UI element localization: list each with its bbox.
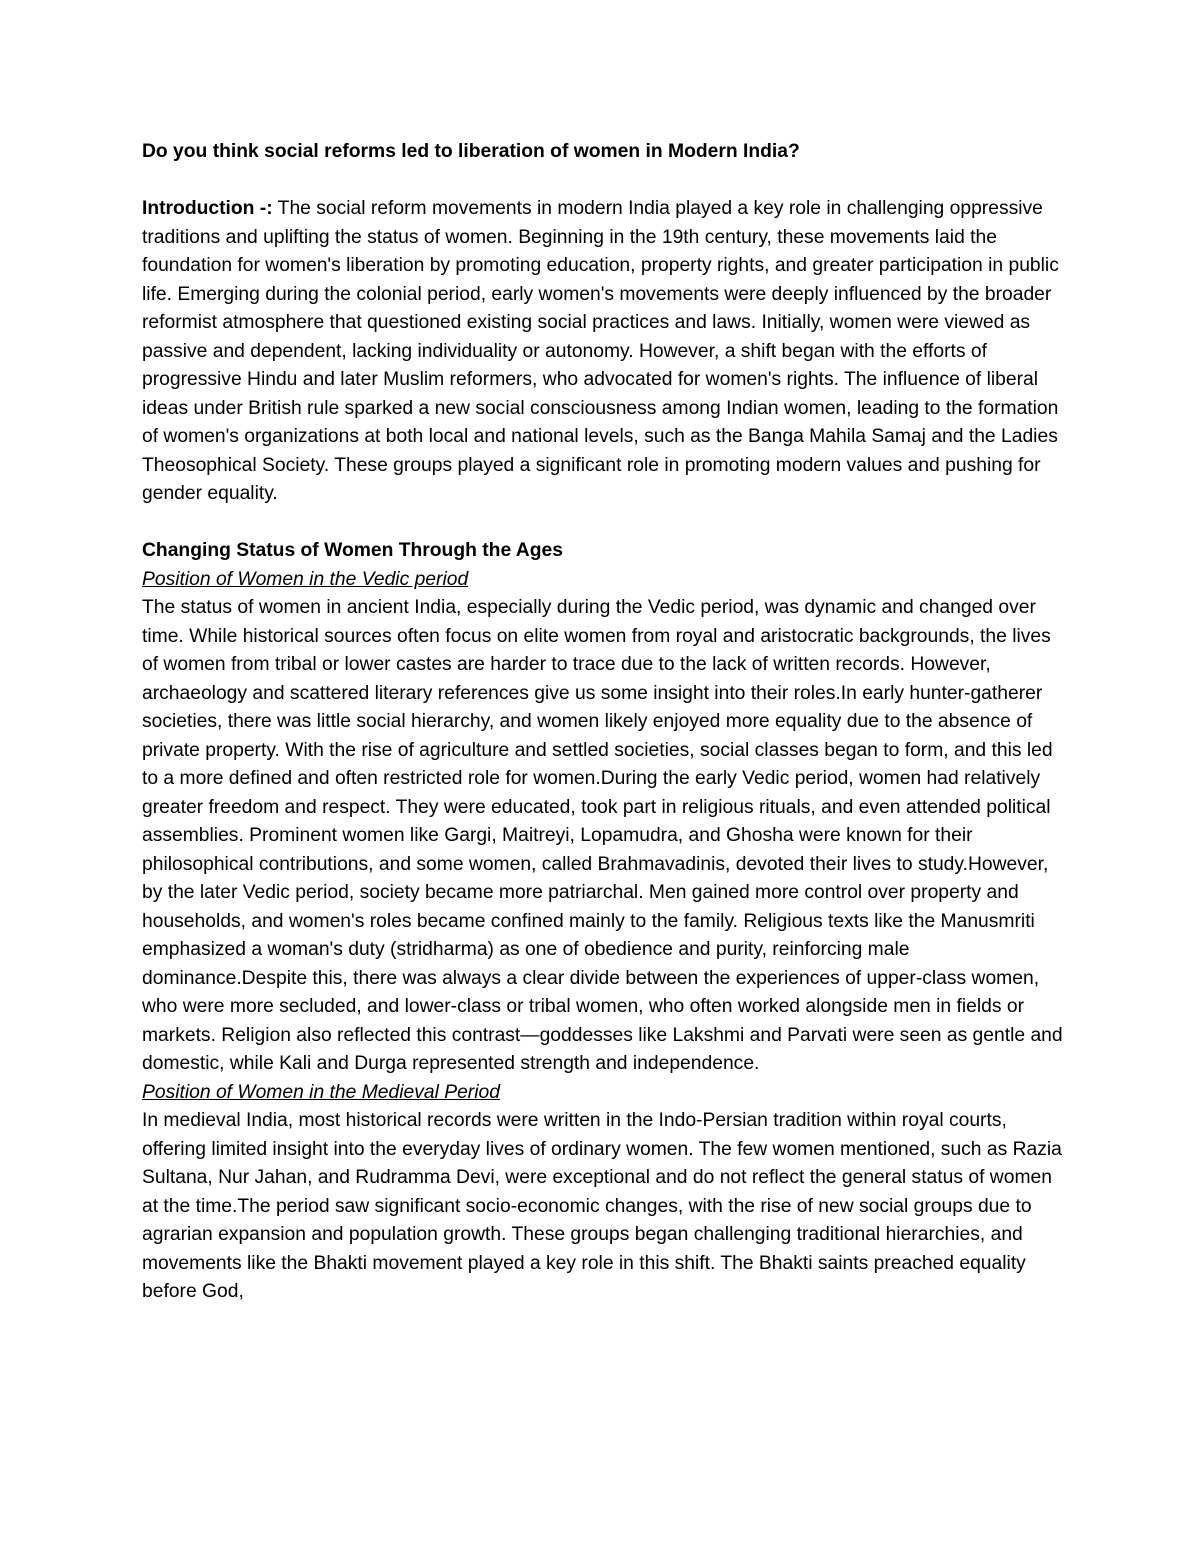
- medieval-paragraph: In medieval India, most historical records were written in the Indo-Persian tradition within royal courts, offering limited insight into the everyday lives of ordinary women. The few women mentioned, such as Razia Sultana, Nur Jahan, and Rudramma Devi, were exceptional and do not reflect the general status of women at the time.The period saw significant socio-economic changes, with the rise of new social groups due to agrarian expansion and population growth. These groups began challenging traditional hierarchies, and movements like the Bhakti movement played a key role in this shift. The Bhakti saints preached equality before God,: [142, 1110, 1062, 1302]
- medieval-subheading: Position of Women in the Medieval Period: [142, 1081, 500, 1103]
- document-title: Do you think social reforms led to liberation of women in Modern India?: [142, 141, 800, 162]
- introduction-lead: Introduction -:: [142, 198, 273, 219]
- vedic-paragraph: The status of women in ancient India, especially during the Vedic period, was dynamic and changed over time. While historical sources often focus on elite women from royal and aristocratic backgrounds, the lives of women from tribal or lower castes are harder to trace due to the lack of written records. However, archaeology and scattered literary references give us some insight into their roles.In early hunter-gatherer societies, there was little social hierarchy, and women likely enjoyed more equality due to the absence of private property. With the rise of agriculture and settled societies, social classes began to form, and this led to a more defined and often restricted role for women.During the early Vedic period, women had relatively greater freedom and respect. They were educated, took part in religious rituals, and even attended political assemblies. Prominent women like Gargi, Maitreyi, Lopamudra, and Ghosha were known for their philosophical contributions, and some women, called Brahmavadinis, devoted their lives to study.However, by the later Vedic period, society became more patriarchal. Men gained more control over property and households, and women's roles became confined mainly to the family. Religious texts like the Manusmriti emphasized a woman's duty (stridharma) as one of obedience and purity, reinforcing male dominance.Despite this, there was always a clear divide between the experiences of upper-class women, who were more secluded, and lower-class or tribal women, who often worked alongside men in fields or markets. Religion also reflected this contrast—goddesses like Lakshmi and Parvati were seen as gentle and domestic, while Kali and Durga represented strength and independence.: [142, 597, 1063, 1074]
- vedic-subheading: Position of Women in the Vedic period: [142, 568, 469, 590]
- spacer: [142, 509, 1067, 538]
- document-page: [142, 138, 1067, 1307]
- spacer: [142, 167, 1067, 196]
- introduction-text: The social reform movements in modern India played a key role in challenging oppressive traditions and uplifting the status of women. Beginning in the 19th century, these movements laid the foundation for women's liberation by promoting education, property rights, and greater participation in public life. Emerging during the colonial period, early women's movements were deeply influenced by the broader reformist atmosphere that questioned existing social practices and laws. Initially, women were viewed as passive and dependent, lacking individuality or autonomy. However, a shift began with the efforts of progressive Hindu and later Muslim reformers, who advocated for women's rights. The influence of liberal ideas under British rule sparked a new social consciousness among Indian women, leading to the formation of women's organizations at both local and national levels, such as the Banga Mahila Samaj and the Ladies Theosophical Society. These groups played a significant role in promoting modern values and pushing for gender equality.: [142, 198, 1059, 504]
- introduction-paragraph: [142, 195, 1067, 509]
- section-heading: Changing Status of Women Through the Ages: [142, 540, 563, 561]
